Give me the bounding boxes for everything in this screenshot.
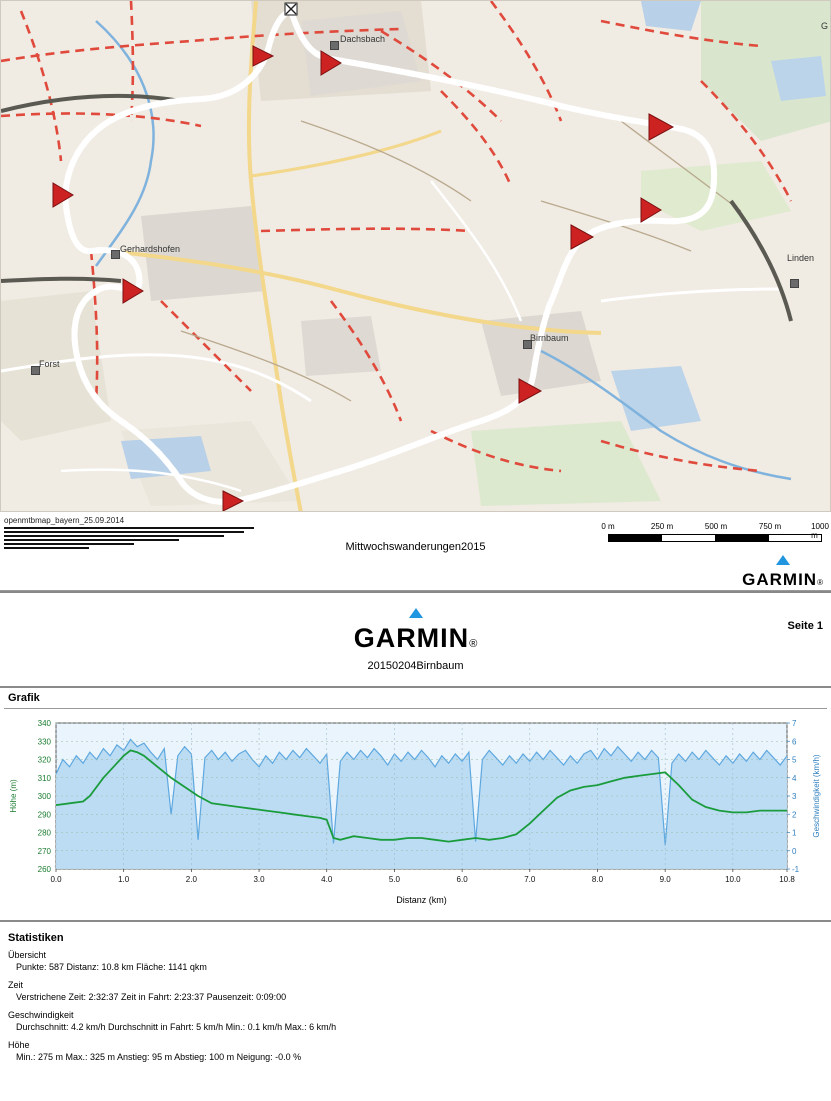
svg-text:10.0: 10.0 xyxy=(725,875,741,884)
svg-text:Distanz (km): Distanz (km) xyxy=(396,895,447,905)
svg-text:280: 280 xyxy=(37,828,51,838)
stat-label: Übersicht xyxy=(8,950,47,960)
stat-values: Durchschnitt: 4.2 km/h Durchschnitt in Fahrt: 5 km/h Min.: 0.1 km/h Max.: 6 km/h xyxy=(16,1022,337,1032)
grafik-rule xyxy=(4,708,827,709)
document-header xyxy=(0,591,831,688)
map-label-dachsbach: Dachsbach xyxy=(340,34,386,44)
stat-group-uebersicht xyxy=(8,950,831,972)
svg-text:6.0: 6.0 xyxy=(456,875,468,884)
svg-text:2.0: 2.0 xyxy=(185,875,197,884)
map-label-linden: Linden xyxy=(787,253,815,263)
garmin-triangle-icon xyxy=(776,555,790,565)
svg-text:290: 290 xyxy=(37,810,51,820)
start-marker xyxy=(285,3,297,15)
map-label-birnbaum: Birnbaum xyxy=(530,333,569,343)
svg-text:3.0: 3.0 xyxy=(253,875,265,884)
statistics-section xyxy=(0,920,831,1070)
svg-text:330: 330 xyxy=(37,737,51,747)
map-label-g: G xyxy=(821,21,829,31)
elevation-speed-chart[interactable] xyxy=(4,717,827,907)
garmin-registered-mark: ® xyxy=(469,638,478,650)
stat-values: Verstrichene Zeit: 2:32:37 Zeit in Fahrt: 2:23:37 Pausenzeit: 0:09:00 xyxy=(16,992,287,1002)
stat-group-hoehe xyxy=(8,1040,831,1062)
map-garmin-logo xyxy=(742,552,823,590)
svg-text:7: 7 xyxy=(792,719,797,728)
svg-text:0.0: 0.0 xyxy=(50,875,62,884)
map-title: Mittwochswanderungen2015 xyxy=(345,541,486,553)
svg-text:5.0: 5.0 xyxy=(388,875,400,884)
svg-text:320: 320 xyxy=(37,755,51,765)
stat-label: Höhe xyxy=(8,1040,30,1050)
grafik-title: Grafik xyxy=(8,692,40,704)
svg-text:2: 2 xyxy=(792,810,797,820)
svg-text:0: 0 xyxy=(792,846,797,856)
town-marker xyxy=(111,250,120,259)
scale-tick-0: 0 m xyxy=(601,522,615,531)
map-canvas[interactable] xyxy=(0,0,831,512)
svg-text:8.0: 8.0 xyxy=(591,875,604,884)
header-brand xyxy=(0,605,831,672)
map-label-gerhardshofen: Gerhardshofen xyxy=(120,244,181,254)
garmin-triangle-icon xyxy=(409,608,423,618)
garmin-registered-mark: ® xyxy=(817,578,823,587)
stat-values: Min.: 275 m Max.: 325 m Anstieg: 95 m Abstieg: 100 m Neigung: -0.0 % xyxy=(16,1052,302,1062)
stat-label: Zeit xyxy=(8,980,24,990)
svg-text:340: 340 xyxy=(37,719,51,728)
map-scalebar xyxy=(600,522,829,542)
svg-text:4: 4 xyxy=(792,773,797,783)
svg-text:260: 260 xyxy=(37,865,51,874)
svg-text:-1: -1 xyxy=(792,865,800,874)
map-label-forst: Forst xyxy=(39,359,60,369)
garmin-wordmark: GARMIN xyxy=(742,570,818,589)
svg-text:6: 6 xyxy=(792,737,797,747)
statistics-title: Statistiken xyxy=(8,932,64,944)
svg-text:1: 1 xyxy=(792,828,797,838)
stat-values: Punkte: 587 Distanz: 10.8 km Fläche: 1141 qkm xyxy=(16,962,207,972)
svg-text:3: 3 xyxy=(792,792,797,801)
map-attribution: openmtbmap_bayern_25.09.2014 xyxy=(4,516,125,525)
svg-text:300: 300 xyxy=(37,792,51,801)
document-subtitle: 20150204Birnbaum xyxy=(367,660,464,672)
chart-canvas xyxy=(4,717,827,907)
town-marker xyxy=(330,41,339,50)
svg-text:270: 270 xyxy=(37,846,51,856)
svg-text:4.0: 4.0 xyxy=(321,875,333,884)
grafik-section xyxy=(0,686,831,907)
stat-group-zeit xyxy=(8,980,831,1002)
svg-text:9.0: 9.0 xyxy=(659,875,671,884)
map-vector-graphics xyxy=(1,1,831,512)
svg-text:310: 310 xyxy=(37,773,51,783)
page-number-label: Seite 1 xyxy=(787,620,823,632)
svg-text:7.0: 7.0 xyxy=(524,875,536,884)
svg-text:Höhe (m): Höhe (m) xyxy=(9,779,18,813)
stat-label: Geschwindigkeit xyxy=(8,1010,74,1020)
svg-text:10.8: 10.8 xyxy=(779,875,795,884)
scale-tick-3: 750 m xyxy=(758,522,782,531)
svg-text:5: 5 xyxy=(792,755,797,765)
town-marker xyxy=(790,279,799,288)
garmin-wordmark: GARMIN xyxy=(353,623,470,653)
stat-group-geschwindigkeit xyxy=(8,1010,831,1032)
svg-text:1.0: 1.0 xyxy=(118,875,130,884)
scale-tick-1: 250 m xyxy=(650,522,674,531)
scale-tick-2: 500 m xyxy=(704,522,728,531)
svg-text:Geschwindigkeit (km/h): Geschwindigkeit (km/h) xyxy=(812,754,821,838)
scale-tick-4: 1000 m xyxy=(811,522,829,540)
